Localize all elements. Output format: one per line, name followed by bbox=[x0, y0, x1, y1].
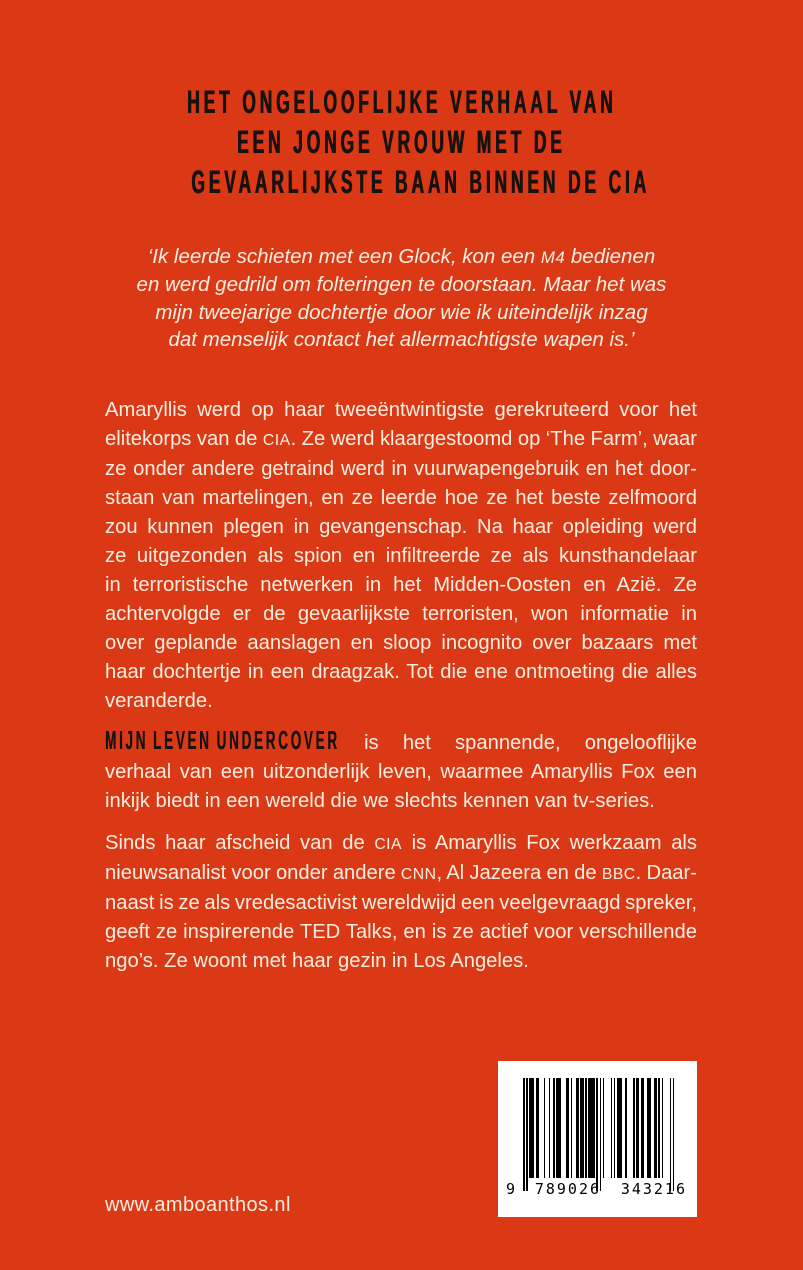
text-run: mijn tweejarige dochtertje door wie ik uiteindelijk inzag bbox=[155, 300, 648, 324]
text-run: elitekorps van de bbox=[105, 428, 263, 450]
text-run: ‘Ik leerde schieten met een Glock, kon een bbox=[147, 245, 541, 268]
text-line bbox=[105, 889, 697, 918]
text-line bbox=[105, 542, 697, 571]
text-run: Amaryllis werd op haar tweeëntwintigste gerekruteerd voor het bbox=[105, 399, 697, 421]
text-line bbox=[105, 758, 697, 787]
text-run: haar dochtertje in een draagzak. Tot die ene ontmoeting die alles bbox=[105, 661, 697, 683]
text-line bbox=[105, 859, 697, 889]
text-line bbox=[105, 687, 697, 716]
text-run: inkijk biedt in een wereld die we slechts kennen van tv-series. bbox=[105, 790, 655, 812]
publisher-url: www.amboanthos.nl bbox=[105, 1194, 291, 1216]
text-run: zou kunnen plegen in gevangenschap. Na haar opleiding werd bbox=[105, 516, 697, 538]
text-run: is Amaryllis Fox werkzaam als bbox=[402, 832, 697, 854]
text-line bbox=[105, 725, 697, 758]
text-line bbox=[105, 425, 697, 455]
text-line bbox=[105, 787, 697, 816]
text-run: nieuwsanalist voor onder andere bbox=[105, 862, 401, 884]
smallcaps-text: CIA bbox=[374, 836, 402, 853]
barcode-digits bbox=[506, 1180, 687, 1198]
barcode-digit-group2: 343216 bbox=[620, 1180, 687, 1198]
text-line bbox=[50, 271, 753, 298]
text-line bbox=[50, 326, 753, 353]
paragraph-author-bio bbox=[105, 829, 697, 976]
smallcaps-text: BBC bbox=[601, 866, 636, 883]
text-run: ze uitgezonden als spion en infiltreerde ze als kunsthandelaar bbox=[105, 545, 697, 567]
paragraph-bio-1 bbox=[105, 396, 697, 716]
smallcaps-text: CNN bbox=[400, 866, 437, 883]
barcode-digit-lead: 9 bbox=[506, 1180, 516, 1198]
text-run: EEN JONGE VROUW MET DE bbox=[237, 124, 566, 160]
text-line bbox=[105, 829, 697, 859]
text-run: staan van martelingen, en ze leerde hoe ze het beste zelfmoord bbox=[105, 487, 697, 509]
smallcaps-text: CIA bbox=[262, 432, 291, 449]
text-run: . Daar- bbox=[635, 862, 697, 884]
text-line bbox=[105, 513, 697, 542]
text-line bbox=[105, 455, 697, 484]
barcode-bar bbox=[673, 1078, 675, 1191]
text-run: geeft ze inspirerende TED Talks, en is ze actief voor verschillende bbox=[105, 921, 697, 943]
text-run: verhaal van een uitzonderlijk leven, waarmee Amaryllis Fox een bbox=[105, 761, 697, 783]
text-run: en werd gedrild om folteringen te doorstaan. Maar het was bbox=[136, 273, 667, 297]
text-run: , Al Jazeera en de bbox=[436, 862, 602, 884]
text-run: dat menselijk contact het allermachtigste wapen is.’ bbox=[168, 328, 635, 352]
barcode-bars bbox=[523, 1078, 674, 1191]
text-run: naast is ze als vredesactivist wereldwijd een veelgevraagd spreker, bbox=[105, 892, 697, 914]
paragraph-title-blurb bbox=[105, 725, 697, 816]
body-text bbox=[105, 396, 697, 976]
text-run: veranderde. bbox=[105, 690, 213, 712]
text-line bbox=[187, 82, 616, 122]
text-line bbox=[237, 122, 566, 162]
text-line bbox=[105, 918, 697, 947]
text-line bbox=[105, 484, 697, 513]
text-run: bedienen bbox=[565, 245, 656, 268]
text-line bbox=[105, 947, 697, 976]
barcode bbox=[498, 1061, 697, 1217]
text-line bbox=[105, 629, 697, 658]
text-run: HET ONGELOOFLIJKE VERHAAL VAN bbox=[186, 84, 617, 120]
text-run: . Ze werd klaargestoomd op ‘The Farm’, waar bbox=[290, 428, 697, 450]
text-line bbox=[105, 571, 697, 600]
text-run: in terroristische netwerken in het Midden-Oosten en Azië. Ze bbox=[105, 574, 697, 596]
smallcaps-text: M4 bbox=[540, 248, 566, 267]
text-line bbox=[105, 600, 697, 629]
barcode-digit-group1: 789026 bbox=[534, 1180, 602, 1198]
text-line bbox=[50, 299, 753, 326]
text-line bbox=[105, 658, 697, 687]
text-line bbox=[105, 396, 697, 425]
book-title-inline: MIJN LEVEN UNDERCOVER bbox=[105, 725, 340, 755]
text-run: GEVAARLIJKSTE BAAN BINNEN DE CIA bbox=[191, 164, 651, 200]
text-line bbox=[191, 162, 650, 202]
headline bbox=[0, 82, 803, 202]
text-run: over geplande aanslagen en sloop incognito over bazaars met bbox=[105, 632, 697, 654]
text-run: ngo’s. Ze woont met haar gezin in Los Angeles. bbox=[105, 950, 529, 972]
text-run: Sinds haar afscheid van de bbox=[105, 832, 375, 854]
pull-quote bbox=[50, 243, 753, 354]
text-line bbox=[50, 243, 753, 271]
text-run: achtervolgde er de gevaarlijkste terroristen, won informatie in bbox=[105, 603, 697, 625]
text-run: ze onder andere getraind werd in vuurwapengebruik en het door- bbox=[105, 458, 697, 480]
text-run: is het spannende, ongelooflijke bbox=[339, 732, 697, 754]
